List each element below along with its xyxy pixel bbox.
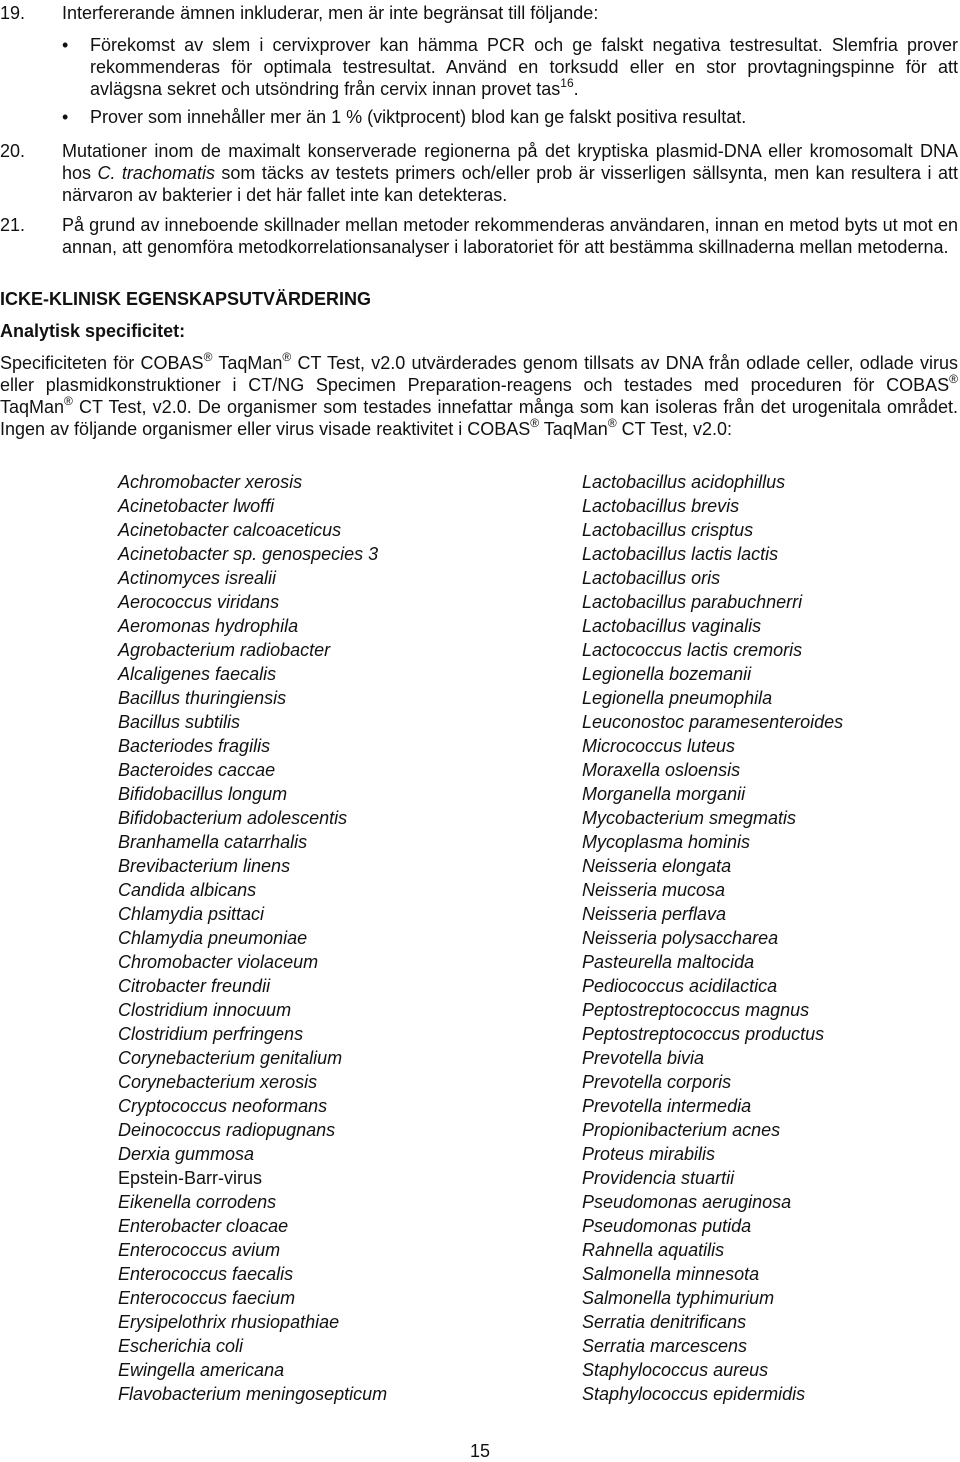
- organism-item: Propionibacterium acnes: [582, 1120, 781, 1140]
- organism-item: Pseudomonas aeruginosa: [582, 1192, 792, 1212]
- organism-item: Lactobacillus parabuchnerri: [582, 592, 803, 612]
- bullet-dot: •: [62, 35, 69, 55]
- organism-item: Bacteriodes fragilis: [118, 736, 271, 756]
- organism-item: Prevotella bivia: [582, 1048, 705, 1068]
- organism-item: Aerococcus viridans: [118, 592, 280, 612]
- organism-item: Neisseria perflava: [582, 904, 727, 924]
- species-italic: C. trachomatis: [97, 163, 215, 183]
- organism-item: Lactococcus lactis cremoris: [582, 640, 803, 660]
- organism-item: Enterococcus faecium: [118, 1288, 296, 1308]
- organism-item: Clostridium perfringens: [118, 1024, 304, 1044]
- organism-item: Actinomyces isrealii: [118, 568, 277, 588]
- organism-item: Aeromonas hydrophila: [118, 616, 299, 636]
- organism-item: Bifidobacterium adolescentis: [118, 808, 348, 828]
- organism-item: Legionella pneumophila: [582, 688, 773, 708]
- registered-mark: ®: [203, 350, 213, 364]
- organism-item: Pasteurella maltocida: [582, 952, 755, 972]
- organism-item: Flavobacterium meningosepticum: [118, 1384, 388, 1404]
- organism-item: Providencia stuartii: [582, 1168, 735, 1188]
- registered-mark: ®: [282, 350, 292, 364]
- organism-item: Lactobacillus crisptus: [582, 520, 754, 540]
- list-item-20: [0, 140, 958, 206]
- organism-item: Salmonella typhimurium: [582, 1288, 775, 1308]
- item-text: Mutationer inom de maximalt konserverade regionerna på det kryptiska plasmid-DNA eller kromosomalt DNA hos C. trachomatis som täcks av testets primers och/eller prob är visserligen sällsynta, men kan resultera i att närvaron av bakterier i det här fallet inte kan detekteras.: [62, 141, 958, 205]
- organism-item: Serratia marcescens: [582, 1336, 748, 1356]
- organism-item: Acinetobacter lwoffi: [118, 496, 275, 516]
- organism-item: Enterobacter cloacae: [118, 1216, 289, 1236]
- list-item-21: [0, 214, 958, 258]
- organism-item: Alcaligenes faecalis: [118, 664, 277, 684]
- organism-item: Neisseria mucosa: [582, 880, 726, 900]
- organism-item: Candida albicans: [118, 880, 257, 900]
- organism-item: Mycobacterium smegmatis: [582, 808, 797, 828]
- bullet-text: Prover som innehåller mer än 1 % (viktprocent) blod kan ge falskt positiva resultat.: [90, 107, 747, 127]
- organism-item: Clostridium innocuum: [118, 1000, 292, 1020]
- organism-list-right: [582, 470, 952, 1406]
- organism-item: Lactobacillus vaginalis: [582, 616, 762, 636]
- registered-mark: ®: [607, 416, 617, 430]
- organism-item: Moraxella osloensis: [582, 760, 741, 780]
- organism-item: Lactobacillus oris: [582, 568, 721, 588]
- page-number: 15: [469, 1441, 491, 1461]
- organism-item: Micrococcus luteus: [582, 736, 736, 756]
- organism-item: Leuconostoc paramesenteroides: [582, 712, 844, 732]
- organism-item: Bacillus thuringiensis: [118, 688, 287, 708]
- organism-item: Eikenella corrodens: [118, 1192, 277, 1212]
- subheading: Analytisk specificitet:: [0, 321, 186, 341]
- organism-item: Neisseria elongata: [582, 856, 732, 876]
- organism-item: Mycoplasma hominis: [582, 832, 751, 852]
- section-heading: ICKE-KLINISK EGENSKAPSUTVÄRDERING: [0, 289, 372, 309]
- item-number: 20.: [0, 141, 26, 161]
- item-text: På grund av inneboende skillnader mellan metoder rekommenderas användaren, innan en metod byts ut mot en annan, att genomföra metodkorrelationsanalyser i laboratoriet för att bestämma skillnaderna mellan metoderna.: [62, 215, 958, 257]
- registered-mark: ®: [949, 372, 958, 386]
- organism-item: Acinetobacter calcoaceticus: [118, 520, 342, 540]
- organism-item: Legionella bozemanii: [582, 664, 752, 684]
- organism-item: Acinetobacter sp. genospecies 3: [118, 544, 379, 564]
- organism-list-left: [118, 470, 538, 1406]
- organism-item: Peptostreptococcus productus: [582, 1024, 825, 1044]
- organism-item: Pediococcus acidilactica: [582, 976, 778, 996]
- organism-item: Salmonella minnesota: [582, 1264, 760, 1284]
- organism-item: Corynebacterium xerosis: [118, 1072, 318, 1092]
- specificity-paragraph: Specificiteten för COBAS® TaqMan® CT Test, v2.0 utvärderades genom tillsats av DNA från odlade celler, odlade virus eller plasmidkonstruktioner i CT/NG Specimen Preparation-reagens och testades med proceduren för COBAS® TaqMan® CT Test, v2.0. De organismer som testades innefattar många som kan isoleras från det urogenitala området. Ingen av följande organismer eller virus visade reaktivitet i COBAS® TaqMan® CT Test, v2.0:: [0, 350, 959, 439]
- bullet-mucus: [62, 34, 958, 100]
- organism-item: Morganella morganii: [582, 784, 746, 804]
- organism-item: Peptostreptococcus magnus: [582, 1000, 810, 1020]
- organism-item: Bifidobacillus longum: [118, 784, 288, 804]
- bullet-dot: •: [62, 107, 69, 127]
- registered-mark: ®: [530, 416, 540, 430]
- organism-item: Brevibacterium linens: [118, 856, 291, 876]
- organism-item: Ewingella americana: [118, 1360, 285, 1380]
- organism-item: Cryptococcus neoformans: [118, 1096, 328, 1116]
- reference-superscript: 16: [560, 76, 574, 90]
- organism-item: Chlamydia psittaci: [118, 904, 265, 924]
- organism-item: Lactobacillus acidophillus: [582, 472, 786, 492]
- organism-item: Pseudomonas putida: [582, 1216, 752, 1236]
- organism-item: Epstein-Barr-virus: [118, 1168, 263, 1188]
- organism-item: Escherichia coli: [118, 1336, 244, 1356]
- organism-item: Branhamella catarrhalis: [118, 832, 308, 852]
- organism-item: Prevotella intermedia: [582, 1096, 752, 1116]
- organism-item: Bacteroides caccae: [118, 760, 276, 780]
- item-text: Interfererande ämnen inkluderar, men är inte begränsat till följande:: [62, 3, 599, 23]
- organism-item: Proteus mirabilis: [582, 1144, 716, 1164]
- organism-item: Derxia gummosa: [118, 1144, 255, 1164]
- organism-item: Enterococcus avium: [118, 1240, 281, 1260]
- organism-item: Staphylococcus epidermidis: [582, 1384, 806, 1404]
- organism-item: Staphylococcus aureus: [582, 1360, 769, 1380]
- organism-item: Rahnella aquatilis: [582, 1240, 725, 1260]
- organism-item: Chromobacter violaceum: [118, 952, 319, 972]
- organism-item: Prevotella corporis: [582, 1072, 732, 1092]
- organism-item: Chlamydia pneumoniae: [118, 928, 308, 948]
- bullet-text: Förekomst av slem i cervixprover kan hämma PCR och ge falskt negativa testresultat. Slemfria prover rekommenderas för optimala testresultat. Använd en torksudd eller en stor provtagningspinne för att avlägsna sekret och utsöndring från cervix innan provet tas$^{16}$.: [90, 35, 958, 99]
- registered-mark: ®: [64, 394, 73, 408]
- organism-item: Citrobacter freundii: [118, 976, 271, 996]
- organism-item: Deinococcus radiopugnans: [118, 1120, 336, 1140]
- list-item-19: [0, 2, 958, 24]
- organism-item: Enterococcus faecalis: [118, 1264, 294, 1284]
- organism-item: Lactobacillus lactis lactis: [582, 544, 779, 564]
- organism-item: Erysipelothrix rhusiopathiae: [118, 1312, 340, 1332]
- item-number: 19.: [0, 3, 26, 23]
- organism-item: Bacillus subtilis: [118, 712, 241, 732]
- organism-item: Serratia denitrificans: [582, 1312, 747, 1332]
- bullet-blood: [62, 106, 958, 128]
- organism-item: Lactobacillus brevis: [582, 496, 740, 516]
- organism-item: Corynebacterium genitalium: [118, 1048, 343, 1068]
- organism-item: Agrobacterium radiobacter: [118, 640, 331, 660]
- item-number: 21.: [0, 215, 26, 235]
- organism-item: Neisseria polysaccharea: [582, 928, 779, 948]
- organism-item: Achromobacter xerosis: [118, 472, 303, 492]
